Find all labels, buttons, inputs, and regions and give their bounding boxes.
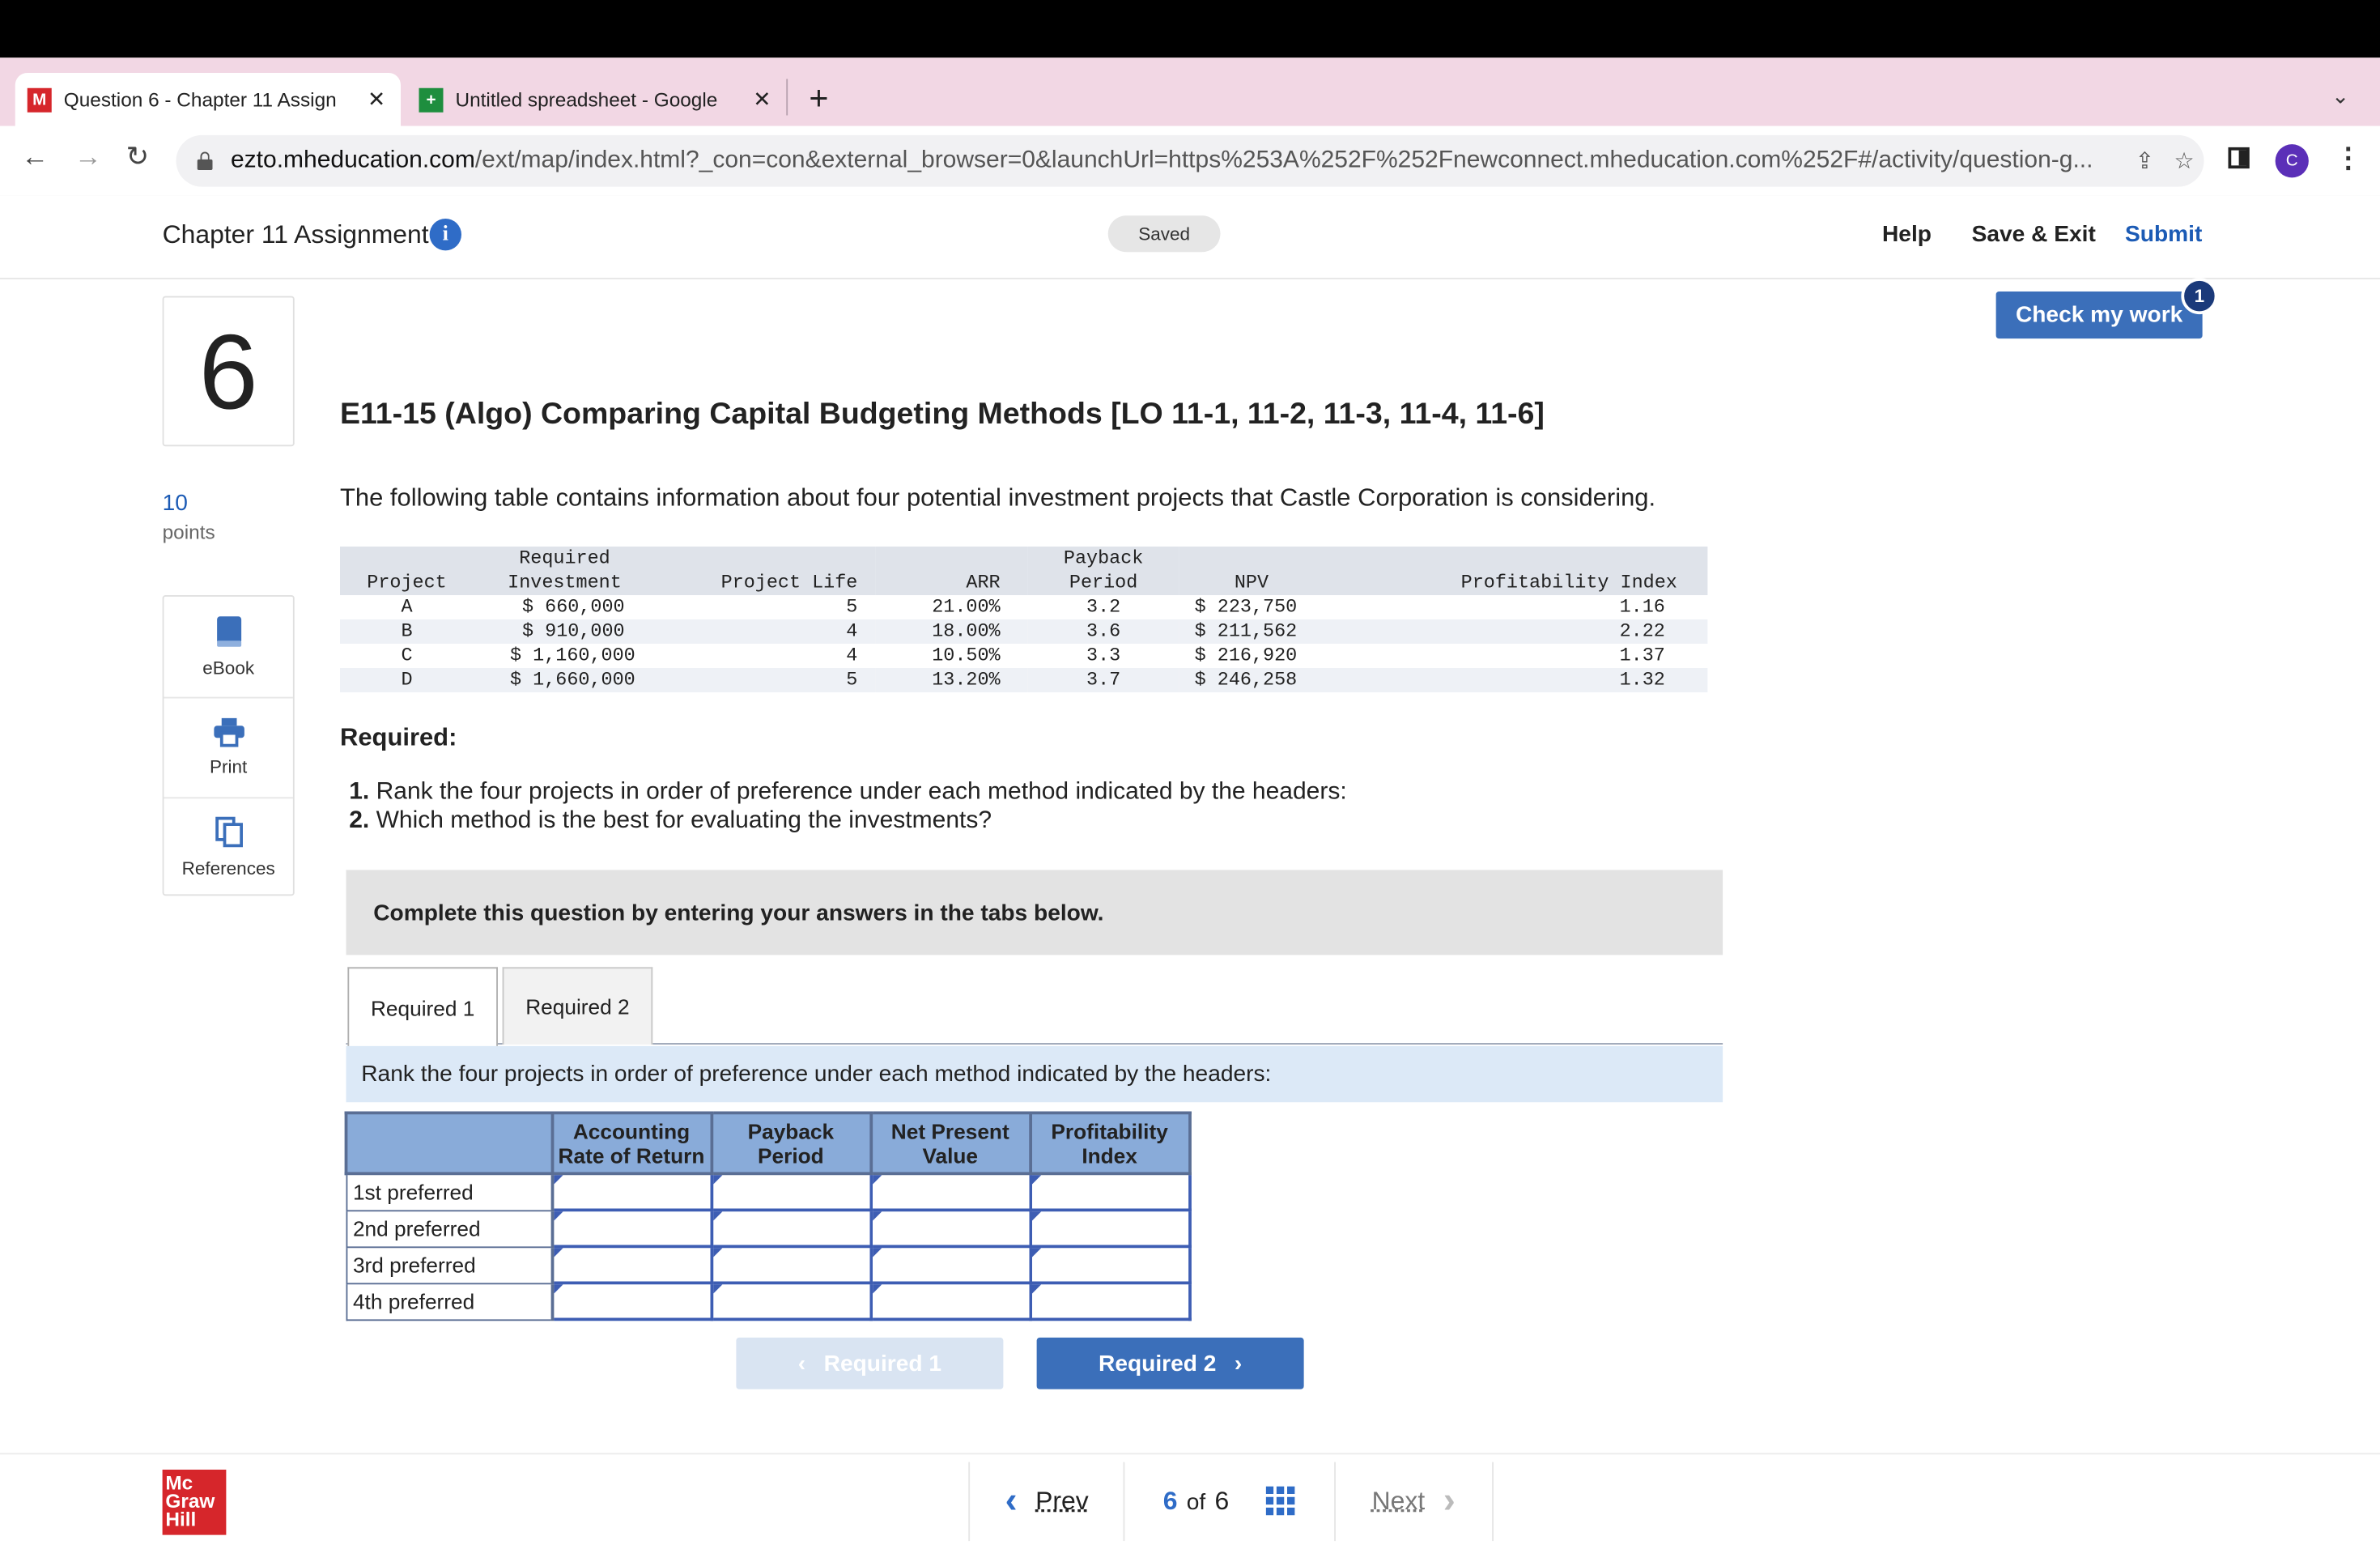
rank-input-payback-4[interactable] <box>711 1283 870 1319</box>
close-tab-icon[interactable]: ✕ <box>753 86 771 111</box>
col-npv: NPV <box>1179 571 1324 595</box>
investment-cell: $ 910,000 <box>474 619 656 644</box>
next-label: Next <box>1371 1486 1426 1516</box>
assignment-title: Chapter 11 Assignment <box>162 219 429 249</box>
corner-header <box>346 1113 552 1173</box>
tab-divider <box>786 79 788 116</box>
rank-input-pi-1[interactable] <box>1030 1173 1189 1210</box>
rank-input-pi-3[interactable] <box>1030 1246 1189 1283</box>
payback-cell: 3.3 <box>1086 645 1121 667</box>
info-icon[interactable]: i <box>430 219 461 250</box>
instruction-banner: Complete this question by entering your answers in the tabs below. <box>346 870 1723 955</box>
payback-cell: 3.6 <box>1027 619 1179 644</box>
new-tab-icon[interactable]: + <box>809 79 829 117</box>
rank-label: 1st preferred <box>346 1173 552 1210</box>
current-page: 6 <box>1162 1486 1178 1516</box>
npv-cell: $ 246,258 <box>1179 668 1324 692</box>
grid-icon[interactable] <box>1265 1487 1296 1517</box>
col-life: Project Life <box>656 571 876 595</box>
rank-input-arr-2[interactable] <box>552 1210 712 1246</box>
col-payback-top: Payback <box>1027 547 1179 571</box>
bookmark-star-icon[interactable]: ☆ <box>2174 148 2195 175</box>
arr-cell: 18.00% <box>876 619 1028 644</box>
ranking-table <box>345 1112 1191 1321</box>
requirement-2: 2. Which method is the best for evaluating the investments? <box>349 807 992 834</box>
col-pi: Profitability Index <box>1324 571 1707 595</box>
col-investment: Investment <box>474 571 656 595</box>
rank-input-payback-1[interactable] <box>711 1173 870 1210</box>
reload-icon[interactable]: ↻ <box>125 141 149 172</box>
tab-required-2[interactable]: Required 2 <box>503 967 653 1045</box>
question-number: 6 <box>163 296 295 447</box>
check-count-badge: 1 <box>2181 278 2217 314</box>
chevron-right-icon: › <box>1234 1350 1243 1377</box>
url-text: ezto.mheducation.com/ext/map/index.html?_con=con&external_browser=0&launchUrl=https%253A%252F%252Fnewconnect.mheducation.com%252F#/activity/question-g... <box>231 147 2093 173</box>
rank-label: 3rd preferred <box>346 1246 552 1283</box>
rank-input-payback-2[interactable] <box>711 1210 870 1246</box>
back-arrow-icon[interactable]: ← <box>21 141 49 172</box>
close-tab-icon[interactable]: ✕ <box>367 86 385 111</box>
table-row <box>340 619 1707 644</box>
saved-status: Saved <box>1108 215 1221 252</box>
share-icon[interactable]: ⇪ <box>2135 148 2155 175</box>
life-cell: 4 <box>846 645 858 667</box>
table-row <box>346 1210 1190 1246</box>
arr-cell: 13.20% <box>876 668 1028 692</box>
npv-cell: $ 216,920 <box>1194 645 1298 667</box>
help-link[interactable]: Help <box>1882 221 1932 248</box>
life-cell: 5 <box>846 596 858 619</box>
payback-cell: 3.7 <box>1027 668 1179 692</box>
pi-cell: 2.22 <box>1324 619 1707 644</box>
col-investment-top: Required <box>474 547 656 571</box>
profile-avatar[interactable]: C <box>2276 144 2309 177</box>
tab-title: Untitled spreadsheet - Google <box>455 87 718 111</box>
tool-label: eBook <box>202 657 255 679</box>
col-arr: ARR <box>876 571 1028 595</box>
rank-input-npv-1[interactable] <box>870 1173 1030 1210</box>
table-row <box>340 668 1707 692</box>
table-row <box>346 1173 1190 1210</box>
npv-cell: $ 211,562 <box>1179 619 1324 644</box>
next-question-button[interactable] <box>1333 1462 1494 1542</box>
browser-tab-question[interactable] <box>15 73 401 126</box>
tab-title: Question 6 - Chapter 11 Assign <box>63 87 337 111</box>
rank-input-npv-2[interactable] <box>870 1210 1030 1246</box>
header-pi: Profitability Index <box>1030 1113 1189 1173</box>
project-cell: A <box>401 596 413 619</box>
page-indicator[interactable] <box>1124 1462 1333 1542</box>
rank-input-pi-2[interactable] <box>1030 1210 1189 1246</box>
browser-tab-spreadsheet[interactable] <box>407 73 787 126</box>
requirement-1: 1. Rank the four projects in order of preference under each method indicated by the headers: <box>349 778 1347 805</box>
prev-label: Prev <box>1035 1486 1089 1516</box>
lock-icon <box>198 152 213 171</box>
rank-input-arr-1[interactable] <box>552 1173 712 1210</box>
ebook-button[interactable] <box>164 597 293 699</box>
printer-icon <box>212 717 245 747</box>
rank-label: 4th preferred <box>346 1283 552 1319</box>
table-row <box>346 1283 1190 1319</box>
rank-input-npv-4[interactable] <box>870 1283 1030 1319</box>
chevron-left-icon: ‹ <box>797 1350 806 1377</box>
investment-cell: $ 1,160,000 <box>510 645 635 667</box>
references-button[interactable] <box>164 797 293 897</box>
life-cell: 5 <box>656 668 876 692</box>
prev-question-button[interactable] <box>968 1462 1124 1542</box>
header-payback: Payback Period <box>711 1113 870 1173</box>
of-label: of <box>1186 1488 1206 1515</box>
submit-link[interactable]: Submit <box>2125 221 2203 248</box>
mcgraw-hill-logo: Mc Graw Hill <box>163 1470 227 1535</box>
table-row <box>340 644 1707 668</box>
previous-tab-button[interactable] <box>736 1338 1003 1389</box>
question-pager <box>968 1462 1494 1542</box>
system-top-bar <box>0 0 2380 57</box>
pi-cell: 1.32 <box>1324 668 1707 692</box>
url-bar[interactable] <box>176 135 2204 187</box>
header-arr: Accounting Rate of Return <box>552 1113 712 1173</box>
rank-label: 2nd preferred <box>346 1210 552 1246</box>
question-intro: The following table contains information about four potential investment projects that Castle Corporation is considering. <box>340 484 1656 512</box>
table-row <box>340 595 1707 619</box>
rank-input-arr-4[interactable] <box>552 1283 712 1319</box>
npv-cell: $ 223,750 <box>1194 596 1298 619</box>
browser-menu-icon[interactable]: ⋮ <box>2334 143 2362 173</box>
col-payback: Period <box>1027 571 1179 595</box>
investment-cell: $ 1,660,000 <box>474 668 656 692</box>
save-exit-link[interactable]: Save & Exit <box>1971 221 2096 248</box>
table-row <box>346 1246 1190 1283</box>
question-title: E11-15 (Algo) Comparing Capital Budgeting Methods [LO 11-1, 11-2, 11-3, 11-4, 11-6] <box>340 398 1545 432</box>
chevron-left-icon: ‹ <box>1005 1480 1018 1521</box>
check-my-work-button[interactable]: Check my work <box>1996 292 2203 338</box>
side-panel-icon[interactable] <box>2229 147 2250 168</box>
tab-required-1[interactable]: Required 1 <box>347 967 498 1046</box>
pi-cell: 1.37 <box>1619 645 1665 667</box>
arr-cell: 21.00% <box>932 596 1001 619</box>
project-cell: B <box>340 619 474 644</box>
print-button[interactable] <box>164 697 293 799</box>
forward-arrow-icon[interactable]: → <box>74 141 102 172</box>
tab-search-chevron-icon[interactable]: ⌄ <box>2331 83 2350 109</box>
points-label: points <box>162 521 215 544</box>
required-heading: Required: <box>340 724 457 752</box>
pi-cell: 1.16 <box>1619 596 1665 619</box>
rank-input-npv-3[interactable] <box>870 1246 1030 1283</box>
next-tab-button[interactable] <box>1037 1338 1304 1389</box>
project-cell: D <box>340 668 474 692</box>
footer-divider <box>0 1453 2380 1454</box>
documents-icon <box>213 815 244 849</box>
book-icon <box>213 615 244 648</box>
total-pages: 6 <box>1214 1486 1230 1516</box>
question-tabs <box>346 967 1723 1045</box>
tool-label: References <box>181 857 275 879</box>
investment-cell: $ 660,000 <box>522 596 625 619</box>
header-npv: Net Present Value <box>870 1113 1030 1173</box>
project-data-table <box>340 547 1707 692</box>
payback-cell: 3.2 <box>1086 596 1121 619</box>
rank-input-arr-3[interactable] <box>552 1246 712 1283</box>
next-tab-label: Required 2 <box>1099 1350 1217 1377</box>
rank-input-payback-3[interactable] <box>711 1246 870 1283</box>
tool-label: Print <box>210 755 248 777</box>
project-cell: C <box>401 645 413 667</box>
points-value: 10 <box>162 490 188 517</box>
tools-panel <box>163 595 295 896</box>
sheets-favicon-icon: + <box>419 87 444 112</box>
rank-input-pi-4[interactable] <box>1030 1283 1189 1319</box>
col-project: Project <box>340 571 474 595</box>
previous-tab-label: Required 1 <box>823 1350 941 1377</box>
mcgraw-favicon-icon: M <box>28 87 52 112</box>
chevron-right-icon: › <box>1443 1480 1456 1521</box>
arr-cell: 10.50% <box>932 645 1001 667</box>
life-cell: 4 <box>656 619 876 644</box>
rank-instruction: Rank the four projects in order of preference under each method indicated by the headers: <box>346 1046 1723 1102</box>
